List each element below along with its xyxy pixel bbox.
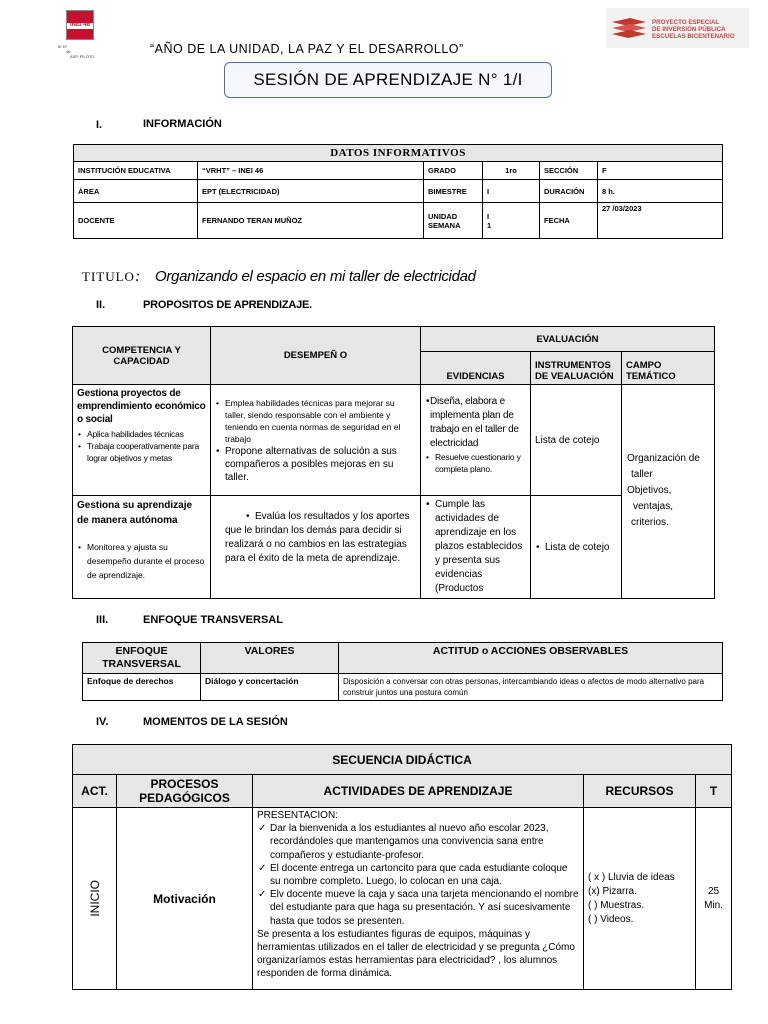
- competencia-title: Gestiona proyectos de emprendimiento económico o social: [77, 388, 206, 425]
- head-actitud: ACTITUD o ACCIONES OBSERVABLES: [339, 643, 723, 674]
- bicentenario-logo: [606, 8, 749, 48]
- secuencia-title: SECUENCIA DIDÁCTICA: [73, 745, 732, 775]
- head-evaluacion: EVALUACIÓN: [421, 327, 715, 352]
- value-semana: 1: [487, 220, 492, 230]
- institution-logo: [66, 10, 94, 40]
- evidencia-sub: • Resuelve cuestionario y completa plano.: [425, 451, 526, 475]
- capacidad-item: • Monitorea y ajusta su desempeño durante el proceso de aprendizaje.: [77, 540, 206, 582]
- recursos-cell: [584, 808, 696, 990]
- actividad-item: ✓ Dar la bienvenida a los estudiantes al nuevo año escolar 2023, recordándoles que mantengamos una convivencia sana entre compañeros y estudiante-profesor.: [257, 822, 579, 862]
- instrumento-cell: Lista de cotejo: [531, 385, 622, 496]
- campo-line: criterios.: [631, 516, 669, 528]
- presentacion-label: PRESENTACION:: [257, 810, 338, 821]
- logo-right-line: PROYECTO ESPECIAL: [652, 19, 720, 26]
- recurso-item: ( x ) Lluvia de ideas: [588, 871, 675, 883]
- section-number: II.: [96, 299, 106, 311]
- section-number: I.: [96, 119, 103, 131]
- info-table-title: DATOS INFORMATIVOS: [74, 145, 723, 162]
- head-instrumentos: INSTRUMENTOS DE VEALUACIÓN: [531, 352, 622, 385]
- session-title: SESIÓN DE APRENDIZAJE N° 1/I: [224, 62, 552, 98]
- value-institucion: “VRHT” – INEI 46: [198, 162, 424, 180]
- competencia-title: Gestiona su aprendizaje de manera autónoma: [77, 500, 193, 526]
- recurso-item: (x) Pizarra.: [588, 885, 637, 897]
- head-act: ACT.: [73, 775, 117, 808]
- instrumento-cell: [531, 496, 622, 599]
- head-campo: CAMPO TEMÁTICO: [622, 352, 715, 385]
- value-unidad: I: [487, 211, 490, 221]
- label-docente: DOCENTE: [74, 203, 198, 239]
- value-bimestre: I: [483, 180, 540, 203]
- head-actividades: ACTIVIDADES DE APRENDIZAJE: [253, 775, 584, 808]
- evidencia-main: • Cumple las actividades de aprendizaje en los plazos establecidos y presenta sus evidencias (Productos: [425, 498, 526, 596]
- head-valores: VALORES: [201, 643, 339, 674]
- act-value: INICIO: [87, 880, 102, 917]
- section-title: ENFOQUE TRANSVERSAL: [143, 614, 283, 626]
- desempeno-cell: [211, 385, 421, 496]
- head-t: T: [696, 775, 732, 808]
- desempeno-item: • Evalúa los resultados y los aportes que le brindan los demás para decidir si realizará o no cambios en las estrategias para el éxito de la meta de aprendizaje.: [215, 510, 416, 566]
- logo-note: [58, 44, 94, 59]
- actividad-item: ✓ Elv docente mueve la caja y saca una tarjeta mencionando el nombre del estudiante para que haga su presentación. Y así sucesivamente hasta que todos se presenten.: [257, 888, 579, 928]
- titulo-label-text: TITULO: [82, 269, 135, 284]
- titulo-text: Organizando el espacio en mi taller de electricidad: [155, 268, 476, 285]
- tiempo-value: 25: [707, 885, 720, 897]
- books-icon: [610, 16, 648, 42]
- desempeno-cell: [211, 496, 421, 599]
- valores-value: Diálogo y concertación: [201, 674, 339, 701]
- value-docente: FERNANDO TERAN MUÑOZ: [198, 203, 424, 239]
- year-motto: “AÑO DE LA UNIDAD, LA PAZ Y EL DESARROLLO”: [150, 42, 464, 56]
- competencia-cell: [73, 496, 211, 599]
- actividad-parrafo: Se presenta a los estudiantes figuras de equipos, máquinas y herramientas utilizados en el taller de electricidad y se pregunta ¿Cómo organizaríamos estas herramientas para electricidad? , los alumnos responden de forma dinámica.: [257, 928, 575, 980]
- campo-line: ventajas,: [633, 500, 674, 512]
- label-area: ÁREA: [74, 180, 198, 203]
- logo-right-line: ESCUELAS BICENTENARIO: [652, 33, 735, 40]
- section-title: INFORMACIÓN: [143, 118, 222, 130]
- head-enfoque: ENFOQUE TRANSVERSAL: [83, 643, 201, 674]
- logo-right-line: DE INVERSIÓN PÚBLICA: [652, 26, 726, 33]
- enfoque-table: [82, 642, 723, 701]
- titulo-label: [82, 268, 141, 286]
- titulo-colon: :: [134, 268, 142, 285]
- secuencia-table: [72, 744, 732, 990]
- actitud-value: Disposición a conversar con otras personas, intercambiando ideas o afectos de modo alternativo para construir juntos una postura común: [339, 674, 723, 701]
- section-number: IV.: [96, 716, 109, 728]
- head-recursos: RECURSOS: [584, 775, 696, 808]
- actividades-cell: [253, 808, 584, 990]
- head-competencia: COMPETENCIA Y CAPACIDAD: [73, 327, 211, 385]
- label-unidad-semana: UNIDAD SEMANA: [424, 203, 483, 239]
- value-fecha: 27 /03/2023: [598, 203, 723, 239]
- recurso-item: ( ) Videos.: [588, 913, 634, 925]
- value-area: EPT (ELECTRICIDAD): [198, 180, 424, 203]
- logo-note-line: ASP. PILOTO: [70, 54, 95, 59]
- section-title: PROPOSITOS DE APRENDIZAJE.: [143, 299, 313, 311]
- campo-line: Organización de: [627, 452, 700, 464]
- value-unidad-semana: [483, 203, 540, 239]
- campo-cell: [622, 385, 715, 599]
- desempeno-item: • Propone alternativas de solución a sus compañeros a posibles mejoras en su taller.: [215, 445, 416, 484]
- act-cell: [73, 808, 117, 990]
- logo-note-line: IE N°: [58, 44, 68, 49]
- logo-text: INEI 46: [69, 22, 90, 28]
- section-title: MOMENTOS DE LA SESIÓN: [143, 716, 288, 728]
- logo-note-line: 46: [66, 49, 71, 54]
- head-desempeno: DESEMPEÑ O: [211, 327, 421, 385]
- section-number: III.: [96, 614, 109, 626]
- value-grado: 1ro: [483, 162, 540, 180]
- value-duracion: 8 h.: [598, 180, 723, 203]
- proceso-value: Motivación: [117, 808, 253, 990]
- capacidad-item: • Trabaja cooperativamente para lograr objetivos y metas: [77, 440, 206, 464]
- label-seccion: SECCIÓN: [540, 162, 598, 180]
- capacidad-item: • Aplica habilidades técnicas: [77, 428, 206, 440]
- campo-line: taller: [631, 468, 653, 480]
- label-duracion: DURACIÓN: [540, 180, 598, 203]
- tiempo-unit: Min.: [704, 899, 723, 911]
- value-seccion: F: [598, 162, 723, 180]
- campo-line: Objetivos,: [627, 484, 672, 496]
- label-fecha: FECHA: [540, 203, 598, 239]
- instrumento-text: • Lista de cotejo: [535, 542, 617, 553]
- label-institucion: INSTITUCIÓN EDUCATIVA: [74, 162, 198, 180]
- evidencia-cell: [421, 496, 531, 599]
- recurso-item: ( ) Muestras.: [588, 899, 645, 911]
- actividad-item: ✓ El docente entrega un cartoncito para que cada estudiante coloque su nombre completo. Luego, lo colocan en una caja.: [257, 862, 579, 888]
- enfoque-value: Enfoque de derechos: [83, 674, 201, 701]
- desempeno-item: • Emplea habilidades técnicas para mejorar su taller, siendo responsable con el ambiente y teniendo en cuenta normas de seguridad en el trabajo: [215, 397, 416, 445]
- tiempo-cell: [696, 808, 732, 990]
- label-bimestre: BIMESTRE: [424, 180, 483, 203]
- competencia-cell: [73, 385, 211, 496]
- head-evidencias: EVIDENCIAS: [421, 352, 531, 385]
- evidencia-cell: [421, 385, 531, 496]
- propositos-table: [72, 326, 715, 599]
- evidencia-main: • Diseña, elabora e implementa plan de trabajo en el taller de electricidad: [425, 395, 526, 451]
- head-procesos: PROCESOS PEDAGÓGICOS: [117, 775, 253, 808]
- info-table: [73, 144, 723, 239]
- label-grado: GRADO: [424, 162, 483, 180]
